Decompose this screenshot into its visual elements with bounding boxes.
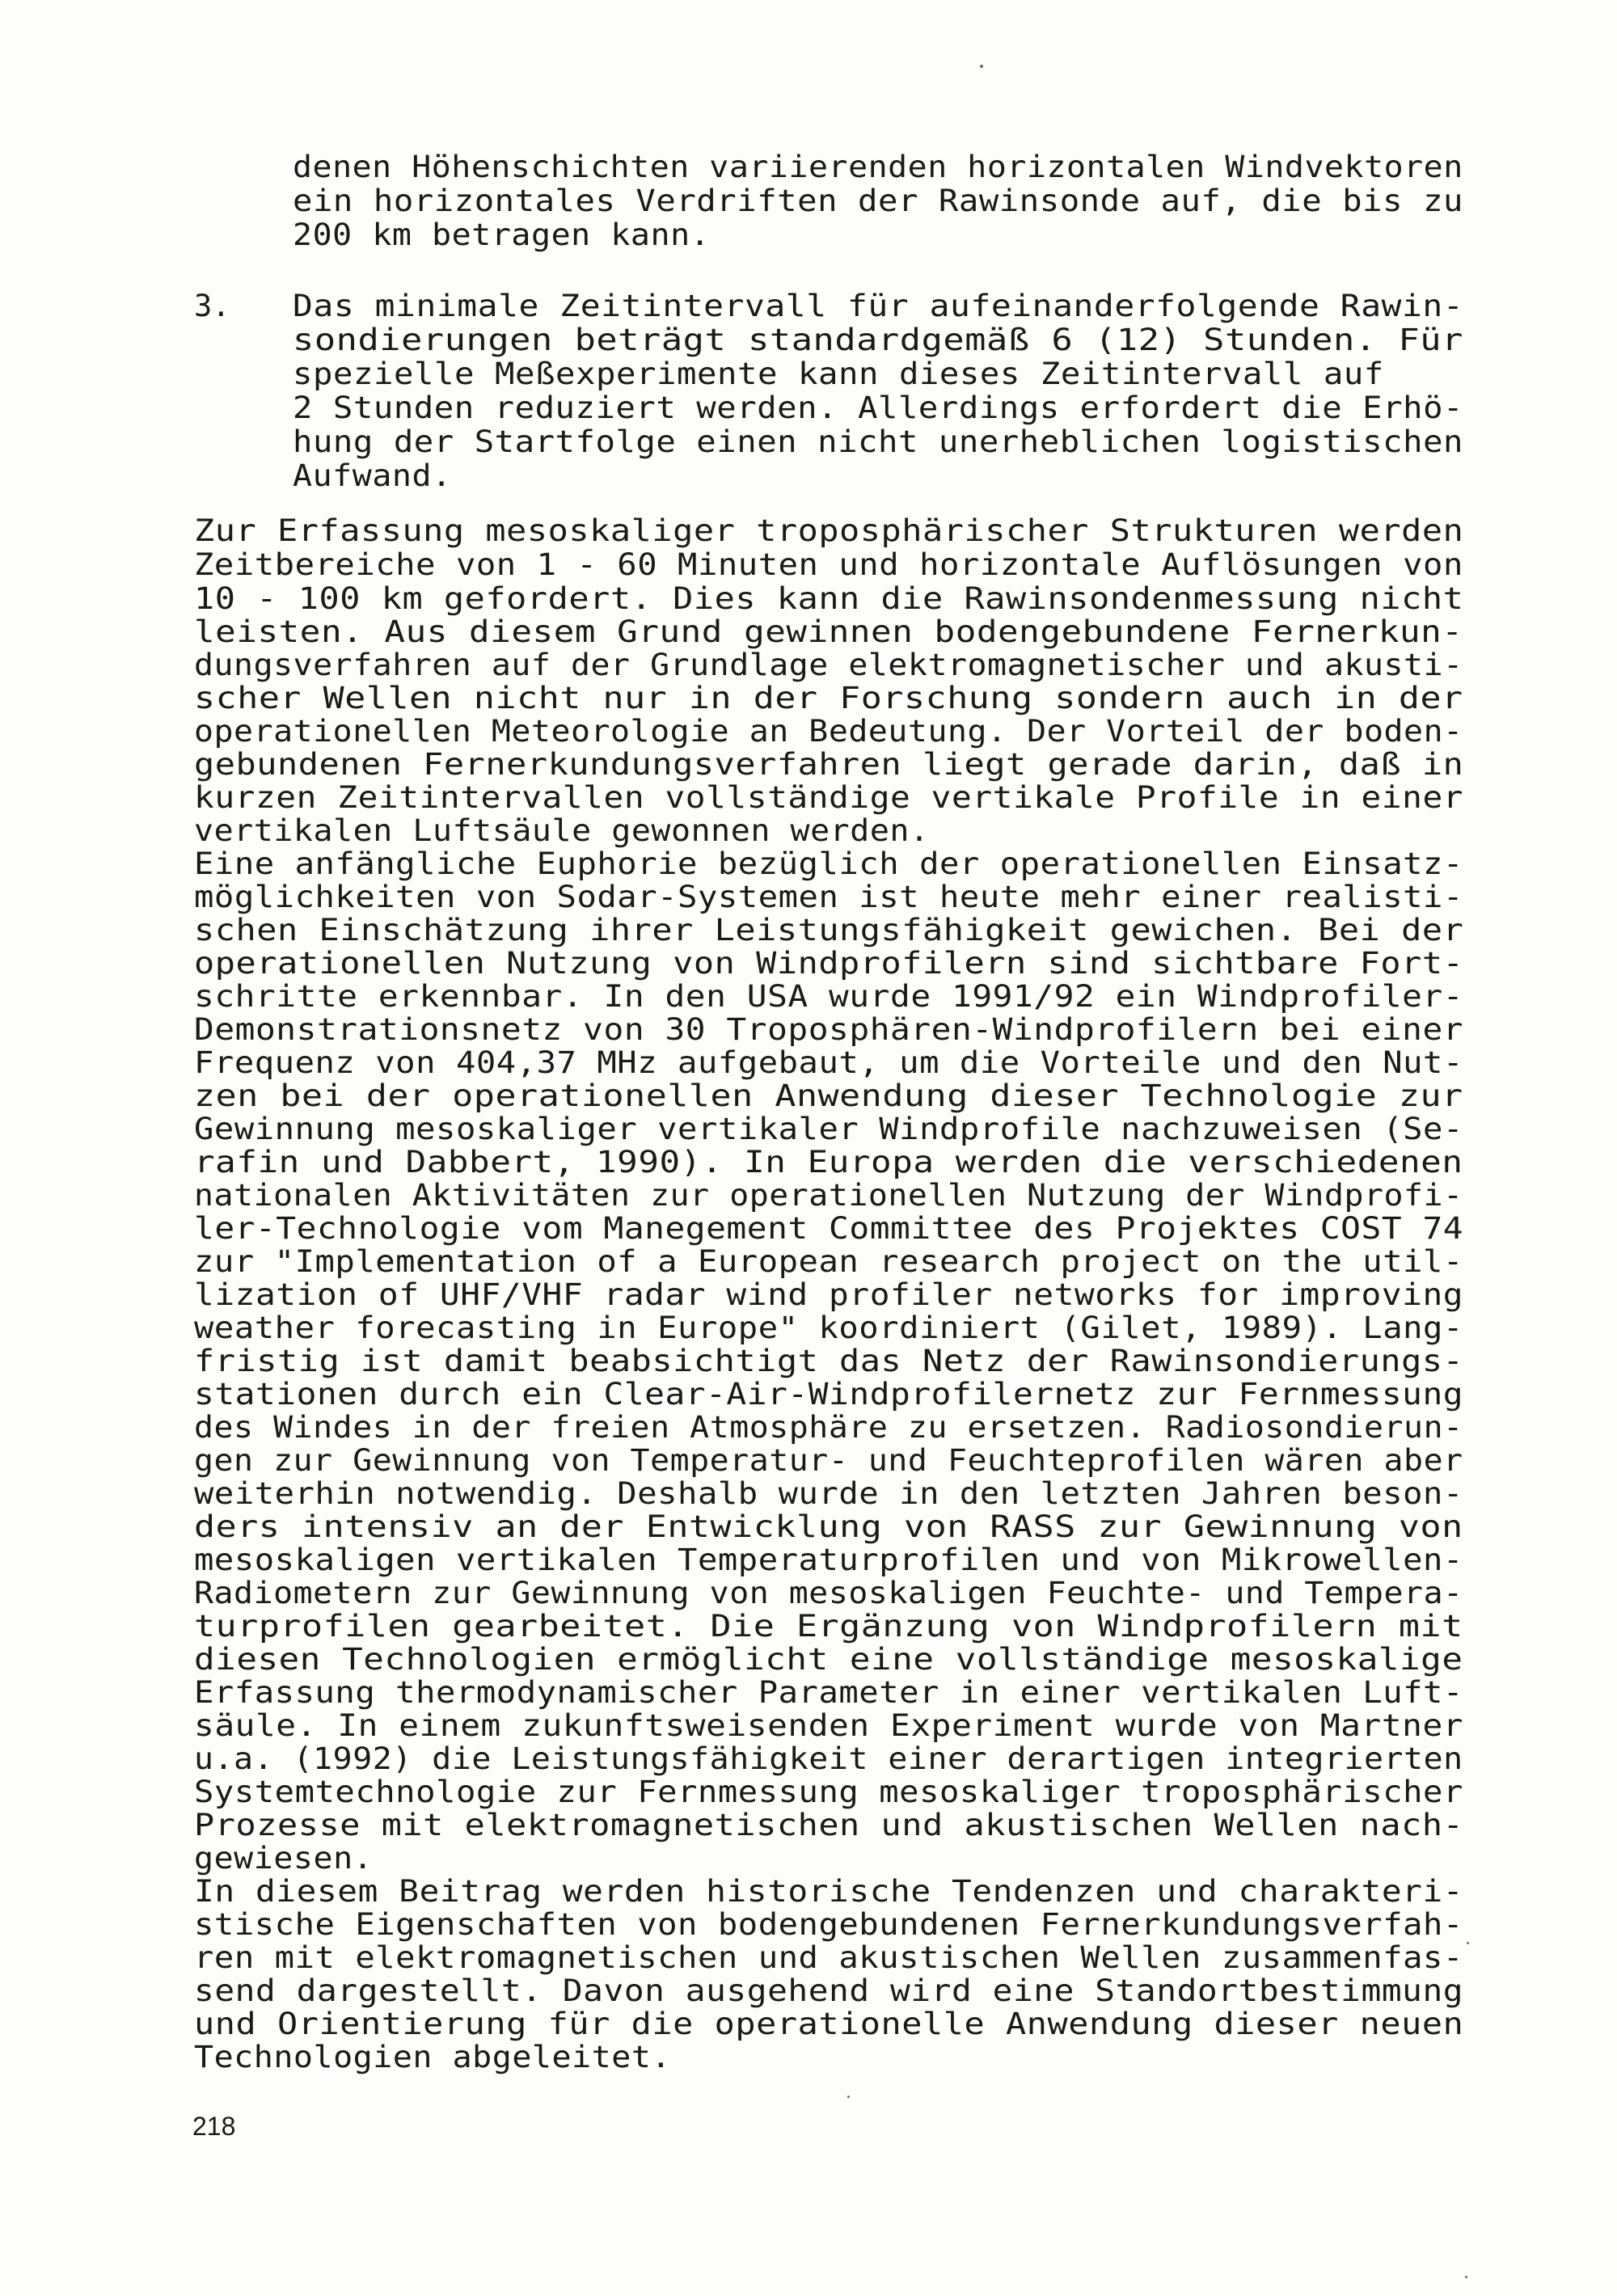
- text-line: gen zur Gewinnung von Temperatur- und Feuchteprofilen wären aber: [194, 1443, 1463, 1478]
- text-line: ders intensiv an der Entwicklung von RASS zur Gewinnung von: [194, 1509, 1463, 1544]
- text-line: Radiometern zur Gewinnung von mesoskaligen Feuchte- und Tempera-: [194, 1576, 1463, 1610]
- text-line: kurzen Zeitintervallen vollständige vertikale Profile in einer: [194, 780, 1464, 815]
- text-line: mesoskaligen vertikalen Temperaturprofilen und von Mikrowellen-: [194, 1543, 1463, 1577]
- text-line: In diesem Beitrag werden historische Tendenzen und charakteri-: [194, 1874, 1464, 1909]
- text-line: sondierungen beträgt standardgemäß 6 (12) Stunden. Für: [293, 323, 1463, 357]
- page-number: 218: [192, 2112, 236, 2141]
- text-line: 2 Stunden reduziert werden. Allerdings erfordert die Erhö-: [293, 390, 1464, 425]
- text-line: ein horizontales Verdriften der Rawinsonde auf, die bis zu: [293, 184, 1464, 218]
- text-line: hung der Startfolge einen nicht unerheblichen logistischen: [293, 424, 1464, 459]
- text-line: lization of UHF/VHF radar wind profiler networks for improving: [194, 1277, 1464, 1312]
- text-line: schritte erkennbar. In den USA wurde 1991/92 ein Windprofiler-: [194, 979, 1464, 1014]
- text-line: Frequenz von 404,37 MHz aufgebaut, um die Vorteile und den Nut-: [194, 1045, 1463, 1080]
- text-line: operationellen Nutzung von Windprofilern sind sichtbare Fort-: [194, 946, 1464, 981]
- text-line: ler-Technologie vom Manegement Committee des Projektes COST 74: [194, 1211, 1464, 1246]
- text-line: weather forecasting in Europe" koordiniert (Gilet, 1989). Lang-: [194, 1310, 1463, 1345]
- text-line: Erfassung thermodynamischer Parameter in einer vertikalen Luft-: [194, 1675, 1463, 1710]
- text-line: ren mit elektromagnetischen und akustischen Wellen zusammenfas-: [194, 1940, 1463, 1975]
- text-line: scher Wellen nicht nur in der Forschung sondern auch in der: [194, 681, 1463, 715]
- text-line: Zur Erfassung mesoskaliger troposphärischer Strukturen werden: [194, 513, 1464, 548]
- text-line: möglichkeiten von Sodar-Systemen ist heute mehr einer realisti-: [194, 880, 1463, 914]
- text-line: spezielle Meßexperimente kann dieses Zeitintervall auf: [293, 357, 1384, 391]
- text-line: Zeitbereiche von 1 - 60 Minuten und horizontale Auflösungen von: [194, 547, 1463, 582]
- text-line: gebundenen Fernerkundungsverfahren liegt gerade darin, daß in: [194, 747, 1464, 782]
- text-line: des Windes in der freien Atmosphäre zu ersetzen. Radiosondierun-: [194, 1410, 1463, 1445]
- text-line: dungsverfahren auf der Grundlage elektromagnetischer und akusti-: [194, 648, 1463, 682]
- scan-speck: [847, 2096, 850, 2098]
- text-line: diesen Technologien ermöglicht eine vollständige mesoskalige: [194, 1642, 1463, 1677]
- text-line: operationellen Meteorologie an Bedeutung. Der Vorteil der boden-: [194, 714, 1463, 749]
- text-line: zen bei der operationellen Anwendung dieser Technologie zur: [194, 1078, 1463, 1113]
- text-line: gewiesen.: [194, 1841, 374, 1876]
- text-line: Gewinnung mesoskaliger vertikaler Windprofile nachzuweisen (Se-: [194, 1112, 1463, 1146]
- text-line: 10 - 100 km gefordert. Dies kann die Rawinsondenmessung nicht: [194, 581, 1464, 616]
- text-line: fristig ist damit beabsichtigt das Netz der Rawinsondierungs-: [194, 1344, 1464, 1378]
- text-line: vertikalen Luftsäule gewonnen werden.: [194, 813, 930, 848]
- text-line: Systemtechnologie zur Fernmessung mesoskaliger troposphärischer: [194, 1775, 1463, 1809]
- list-item-number: 3.: [194, 289, 230, 323]
- scan-speck: [980, 65, 983, 68]
- text-line: stationen durch ein Clear-Air-Windprofilernetz zur Fernmessung: [194, 1377, 1464, 1412]
- text-line: Das minimale Zeitintervall für aufeinanderfolgende Rawin-: [293, 289, 1464, 323]
- text-line: und Orientierung für die operationelle Anwendung dieser neuen: [194, 2007, 1464, 2041]
- text-line: Prozesse mit elektromagnetischen und akustischen Wellen nach-: [194, 1808, 1464, 1842]
- text-line: weiterhin notwendig. Deshalb wurde in den letzten Jahren beson-: [194, 1476, 1463, 1511]
- scan-speck: [1467, 1942, 1469, 1944]
- text-line: u.a. (1992) die Leistungsfähigkeit einer derartigen integrierten: [194, 1741, 1463, 1776]
- text-line: schen Einschätzung ihrer Leistungsfähigkeit gewichen. Bei der: [194, 913, 1464, 948]
- text-line: turprofilen gearbeitet. Die Ergänzung von Windprofilern mit: [194, 1609, 1463, 1644]
- text-line: send dargestellt. Davon ausgehend wird eine Standortbestimmung: [194, 1973, 1464, 2008]
- text-line: nationalen Aktivitäten zur operationellen Nutzung der Windprofi-: [194, 1178, 1463, 1213]
- text-line: 200 km betragen kann.: [293, 217, 711, 252]
- text-line: Technologien abgeleitet.: [194, 2040, 672, 2074]
- text-line: zur "Implementation of a European research project on the util-: [194, 1244, 1463, 1279]
- text-line: rafin und Dabbert, 1990). In Europa werden die verschiedenen: [194, 1145, 1463, 1180]
- text-line: Aufwand.: [293, 458, 452, 493]
- text-line: Eine anfängliche Euphorie bezüglich der operationellen Einsatz-: [194, 846, 1463, 881]
- text-line: stische Eigenschaften von bodengebundenen Fernerkundungsverfah-: [194, 1907, 1463, 1942]
- text-line: denen Höhenschichten variierenden horizontalen Windvektoren: [293, 150, 1463, 184]
- text-line: säule. In einem zukunftsweisenden Experiment wurde von Martner: [194, 1708, 1464, 1743]
- text-line: Demonstrationsnetz von 30 Troposphären-Windprofilern bei einer: [194, 1012, 1464, 1047]
- text-line: leisten. Aus diesem Grund gewinnen bodengebundene Fernerkun-: [194, 614, 1463, 649]
- scan-speck: [1465, 2276, 1467, 2278]
